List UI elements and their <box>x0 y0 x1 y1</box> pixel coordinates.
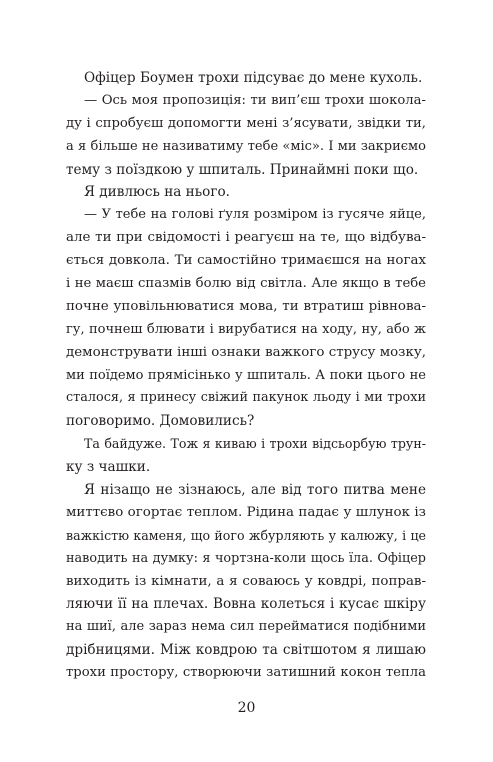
text-line: виходить із кімнати, а я соваюсь у ковдрі, поправ- <box>66 573 426 589</box>
text-line: ку з чашки. <box>66 459 151 476</box>
text-line: наводить на думку: я чортзна-коли щось їла. Офіцер <box>66 550 426 566</box>
text-line: ється довкола. Ти самостійно тримаєшся на ногах <box>66 253 426 269</box>
text-line: поговоримо. Домовились? <box>66 413 255 430</box>
text-line: важкістю каменя, що його жбурляють у калюжу, і це <box>66 527 426 543</box>
text-line: але ти при свідомості і реагуєш на те, що відбува- <box>66 230 426 246</box>
text-line: дрібницями. Між ковдрою та світшотом я лишаю <box>66 642 426 659</box>
text-line: Офіцер Боумен трохи підсуває до мене кухоль. <box>84 70 423 86</box>
text-line: — У тебе на голові ґуля розміром із гусяче яйце, <box>84 207 426 223</box>
text-line: ду і спробуєш допомогти мені з’ясувати, звідки ти, <box>66 115 426 131</box>
text-line: сталося, я принесу свіжий пакунок льоду і ми трохи <box>66 390 426 406</box>
text-line: трохи простору, створюючи затишний кокон тепла <box>66 665 426 681</box>
text-line: почне уповільнюватися мова, ти втратиш рівнова- <box>66 298 426 314</box>
text-line: миттєво огортає теплом. Рідина падає у шлунок із <box>66 504 426 520</box>
text-line: Я дивлюсь на нього. <box>84 184 230 201</box>
text-line: гу, почнеш блювати і вирубатися на ходу, ну, або ж <box>66 321 426 337</box>
page-number: 20 <box>237 700 256 716</box>
text-line: — Ось моя пропозиція: ти вип’єш трохи шокола- <box>84 92 426 108</box>
text-line: тему з поїздкою у шпиталь. Принаймні поки що. <box>66 161 419 178</box>
text-line: Я нізащо не зізнаюсь, але від того питва мене <box>84 482 426 499</box>
text-line: на шиї, але зараз нема сил перейматися подібними <box>66 619 426 635</box>
text-line: демонструвати інші ознаки важкого струсу мозку, <box>66 344 426 360</box>
body-text <box>66 67 426 685</box>
text-line: ми поїдемо прямісінько у шпиталь. А поки цього не <box>66 367 426 383</box>
text-line: Та байдуже. Тож я киваю і трохи відсьорбую трун- <box>84 436 426 452</box>
text-line: і не маєш спазмів болю від світла. Але якщо в тебе <box>66 276 426 292</box>
text-line: ляючи її на плечах. Вовна колеться і кусає шкіру <box>66 596 426 613</box>
text-line: а я більше не називатиму тебе «міс». І ми закриємо <box>66 138 426 154</box>
